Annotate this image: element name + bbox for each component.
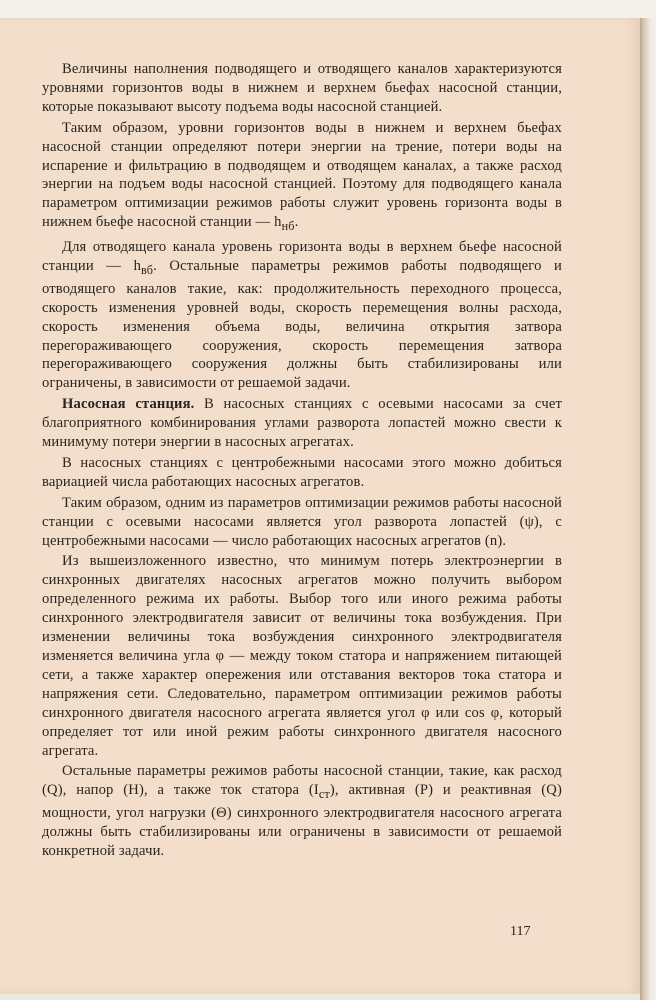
- body-text: [42, 60, 562, 863]
- paragraph-text: В насосных станциях с центробежными насосами этого можно добиться вариацией числа работающих насосных агрегатов.: [42, 454, 562, 490]
- subscript: ст: [318, 787, 330, 802]
- paragraph-text: Остальные параметры режимов работы насосной станции, такие, как расход (Q), напор (H), а также ток статора (I: [42, 763, 562, 799]
- page-edge-shadow: [640, 18, 656, 1000]
- paragraph-text: Таким образом, одним из параметров оптимизации режимов работы насосной станции с осевыми насосами является угол разворота лопастей (ψ), с центробежными насосами — число работающих насосных агрегатов (n).: [42, 494, 562, 549]
- paragraph-text: В насосных станциях с осевыми насосами за счет благоприятного комбинирования углами разворота лопастей можно свести к минимуму потери энергии в насосных агрегатах.: [42, 396, 562, 451]
- paragraph-5: [42, 454, 562, 492]
- paragraph-3: [42, 238, 562, 393]
- paragraph-tail: . Остальные параметры режимов работы подводящего и отводящего каналов такие, как: продолжительность переходного процесса, скорость изменения уровней воды, скорость перемещения волны расхода, скорость изменения объема воды, величина открытия затвора перегораживающего сооружения, скорость перемещения затвора перегораживающего сооружения должны быть стабилизированы или ограничены, в зависимости от решаемой задачи.: [42, 257, 562, 392]
- section-heading: Насосная станция.: [62, 396, 195, 413]
- scan-margin: [0, 0, 656, 18]
- paragraph-7: [42, 552, 562, 760]
- page-number: 117: [510, 924, 531, 939]
- paragraph-4: [42, 395, 562, 452]
- subscript: вб: [141, 262, 154, 277]
- paragraph-tail: ), активная (P) и реактивная (Q) мощности, угол нагрузки (Θ) синхронного электродвигателя насосного агрегата должны быть стабилизированы или ограничены в зависимости от решаемой конкретной задачи.: [42, 782, 562, 859]
- paragraph-6: [42, 494, 562, 551]
- paragraph-tail: .: [294, 214, 299, 231]
- paragraph-text: Величины наполнения подводящего и отводящего каналов характеризуются уровнями горизонтов воды в нижнем и верхнем бьефах насосной станции, которые показывают высоту подъема воды насосной станцией.: [42, 61, 562, 115]
- paragraph-text: Из вышеизложенного известно, что минимум потерь электроэнергии в синхронных двигателях насосных агрегатов можно получить выбором определенного режима их работы. Выбор того или иного режима работы синхронного электродвигателя зависит от величины тока возбуждения. При изменении величины тока возбуждения синхронного электродвигателя изменяется величина угла φ — между током статора и напряжением питающей сети, а также характер опережения или отставания векторов тока статора и напряжения сети. Следовательно, параметром оптимизации режимов работы синхронного двигателя насосного агрегата является угол φ или cos φ, который определяет тот или иной режим работы синхронного двигателя насосного агрегата.: [42, 553, 562, 759]
- subscript: нб: [281, 219, 295, 234]
- paragraph-2: [42, 119, 562, 236]
- paragraph-1: [42, 60, 562, 117]
- paragraph-8: [42, 762, 562, 860]
- paragraph-text: Для отводящего канала уровень горизонта воды в верхнем бьефе насосной станции — h: [42, 239, 562, 274]
- paragraph-text: Таким образом, уровни горизонтов воды в нижнем и верхнем бьефах насосной станции определяют потери энергии на трение, потери воды на испарение и фильтрацию в подводящем и отводящем каналах, а также расход энергии на подъем воды насосной станцией. Поэтому для подводящего канала параметром оптимизации режимов работы служит уровень горизонта воды в нижнем бьефе насосной станции — h: [42, 119, 562, 231]
